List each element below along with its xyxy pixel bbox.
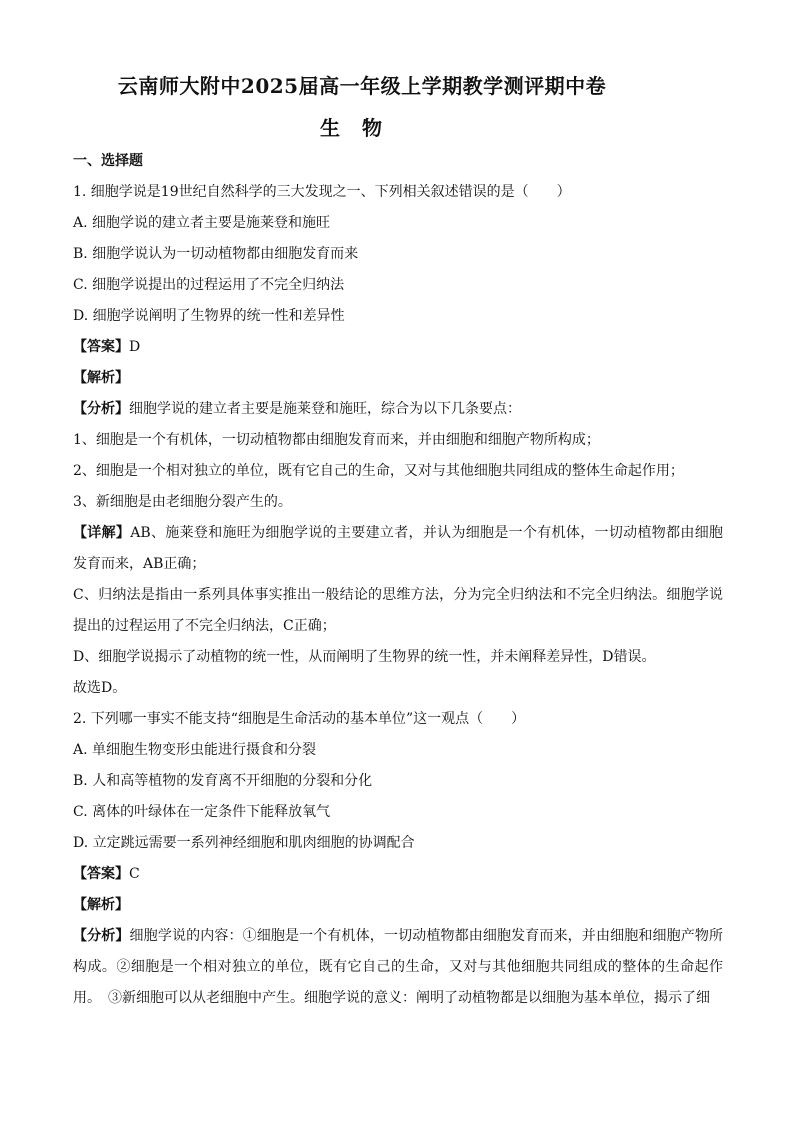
question-2-stem: 2. 下列哪一事实不能支持“细胞是生命活动的基本单位”这一观点（ ）: [73, 711, 526, 727]
question-1-stem: 1. 细胞学说是19世纪自然科学的三大发现之一、下列相关叙述错误的是（ ）: [73, 184, 571, 200]
xiangjie-tag: 【详解】: [73, 525, 131, 541]
answer-value: C: [129, 866, 140, 882]
answer-value: D: [129, 339, 141, 355]
xiangjie-ab-text: AB、施莱登和施旺为细胞学说的主要建立者，并认为细胞是一个有机体，一切动植物都由细胞发育而来，AB正确；: [73, 525, 724, 572]
subject-title: 生物: [320, 116, 404, 140]
section-heading: 一、选择题: [73, 153, 143, 169]
answer-tag: 【答案】: [73, 339, 129, 355]
question-1-option-d: D. 细胞学说阐明了生物界的统一性和差异性: [73, 308, 345, 324]
question-2-fenxi: [73, 921, 723, 1014]
question-2-analysis-tag: 【解析】: [73, 897, 129, 913]
question-1-point-1: 1、细胞是一个有机体，一切动植物都由细胞发育而来，并由细胞和细胞产物所构成；: [73, 432, 600, 448]
document-body: [73, 146, 723, 1014]
fenxi-text: 细胞学说的建立者主要是施莱登和施旺，综合为以下几条要点：: [129, 401, 521, 417]
question-1-option-b: B. 细胞学说认为一切动植物都由细胞发育而来: [73, 246, 359, 262]
question-1-answer: [73, 332, 723, 363]
question-1-point-2: 2、细胞是一个相对独立的单位，既有它自己的生命，又对与其他细胞共同组成的整体生命起作用；: [73, 463, 684, 479]
question-2-option-b: B. 人和高等植物的发育离不开细胞的分裂和分化: [73, 773, 373, 789]
question-2-option-d: D. 立定跳远需要一系列神经细胞和肌肉细胞的协调配合: [73, 835, 415, 851]
question-2-option-c: C. 离体的叶绿体在一定条件下能释放氧气: [73, 804, 331, 820]
question-2-answer: [73, 859, 723, 890]
question-1-option-a: A. 细胞学说的建立者主要是施莱登和施旺: [73, 215, 331, 231]
question-1-fenxi: [73, 394, 723, 425]
question-1-option-c: C. 细胞学说提出的过程运用了不完全归纳法: [73, 277, 345, 293]
question-1-xiangjie-ab: [73, 518, 723, 580]
fenxi-text: 细胞学说的内容：①细胞是一个有机体，一切动植物都由细胞发育而来，并由细胞和细胞产物所构成。②细胞是一个相对独立的单位，既有它自己的生命，又对与其他细胞共同组成的整体的生命起作用。 ③新细胞可以从老细胞中产生。细胞学说的意义：阐明了动植物都是以细胞为基本单位，揭示了细: [73, 928, 724, 1006]
answer-tag: 【答案】: [73, 866, 129, 882]
fenxi-tag: 【分析】: [73, 401, 129, 417]
document-title: 云南师大附中2025届高一年级上学期教学测评期中卷: [117, 74, 607, 98]
question-1-xiangjie-c: C、归纳法是指由一系列具体事实推出一般结论的思维方法，分为完全归纳法和不完全归纳法。细胞学说提出的过程运用了不完全归纳法，C正确；: [73, 587, 723, 634]
question-1-xiangjie-d: D、细胞学说揭示了动植物的统一性，从而阐明了生物界的统一性，并未阐释差异性，D错误。: [73, 649, 656, 665]
question-1-analysis-tag: 【解析】: [73, 370, 129, 386]
fenxi-tag: 【分析】: [73, 928, 130, 944]
question-1-point-3: 3、新细胞是由老细胞分裂产生的。: [73, 494, 292, 510]
question-1-conclusion: 故选D。: [73, 680, 127, 696]
question-2-option-a: A. 单细胞生物变形虫能进行摄食和分裂: [73, 742, 317, 758]
